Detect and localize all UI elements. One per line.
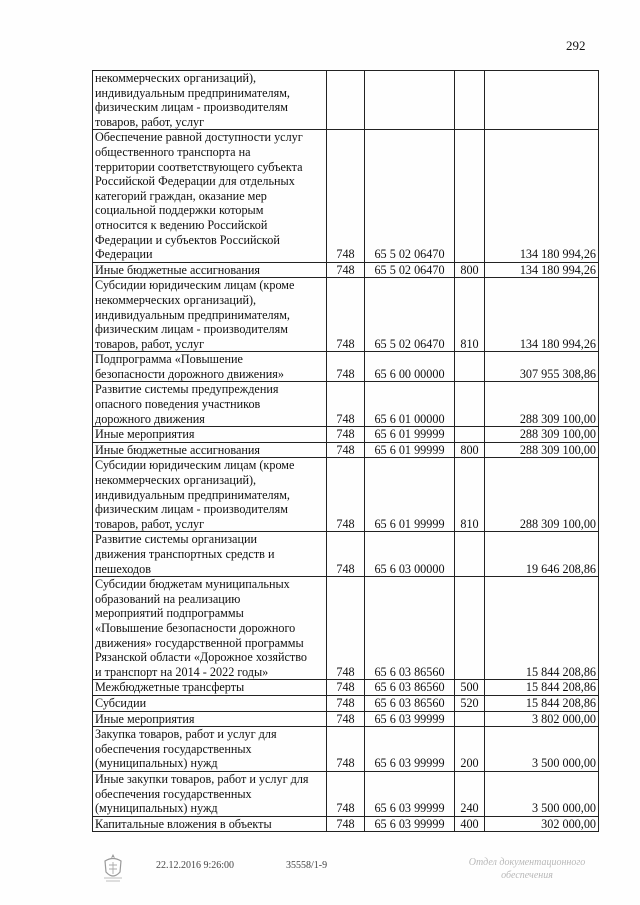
amount-cell: 3 500 000,00 <box>485 727 599 772</box>
table-row <box>93 711 599 727</box>
csr-code-cell: 65 6 03 86560 <box>365 577 455 680</box>
amount-cell: 134 180 994,26 <box>485 278 599 352</box>
footer-doc-number: 35558/1-9 <box>286 860 328 871</box>
amount-cell: 19 646 208,86 <box>485 532 599 577</box>
vr-code-cell <box>455 352 485 382</box>
csr-code-cell: 65 6 03 99999 <box>365 816 455 832</box>
name-cell: Субсидии юридическим лицам (кроме некоммерческих организаций), индивидуальным предпринимателям, физическим лицам - производителям товаров, работ, услуг <box>93 458 327 532</box>
name-cell: Развитие системы организации движения транспортных средств и пешеходов <box>93 532 327 577</box>
grbs-cell: 748 <box>327 532 365 577</box>
vr-code-cell: 800 <box>455 442 485 458</box>
name-cell: Иные закупки товаров, работ и услуг для обеспечения государственных (муниципальных) нужд <box>93 771 327 816</box>
vr-code-cell: 520 <box>455 695 485 711</box>
page-number: 292 <box>566 38 586 53</box>
vr-code-cell <box>455 382 485 427</box>
grbs-cell: 748 <box>327 278 365 352</box>
amount-cell: 134 180 994,26 <box>485 130 599 262</box>
table-row <box>93 816 599 832</box>
table-row <box>93 262 599 278</box>
amount-cell: 302 000,00 <box>485 816 599 832</box>
grbs-cell: 748 <box>327 458 365 532</box>
grbs-cell: 748 <box>327 695 365 711</box>
name-cell: Субсидии <box>93 695 327 711</box>
grbs-cell: 748 <box>327 382 365 427</box>
csr-code-cell: 65 6 03 86560 <box>365 695 455 711</box>
amount-cell: 307 955 308,86 <box>485 352 599 382</box>
csr-code-cell <box>365 71 455 130</box>
table-row <box>93 130 599 262</box>
table-row <box>93 442 599 458</box>
csr-code-cell: 65 6 03 99999 <box>365 727 455 772</box>
csr-code-cell: 65 6 03 86560 <box>365 680 455 696</box>
amount-cell: 134 180 994,26 <box>485 262 599 278</box>
table-row <box>93 727 599 772</box>
table-row <box>93 771 599 816</box>
vr-code-cell <box>455 532 485 577</box>
vr-code-cell: 800 <box>455 262 485 278</box>
vr-code-cell <box>455 577 485 680</box>
grbs-cell: 748 <box>327 427 365 443</box>
coat-of-arms-icon <box>100 852 126 884</box>
amount-cell: 15 844 208,86 <box>485 695 599 711</box>
grbs-cell: 748 <box>327 352 365 382</box>
table-row <box>93 382 599 427</box>
csr-code-cell: 65 6 03 99999 <box>365 771 455 816</box>
amount-cell: 288 309 100,00 <box>485 442 599 458</box>
name-cell: Подпрограмма «Повышение безопасности дорожного движения» <box>93 352 327 382</box>
name-cell: Капитальные вложения в объекты <box>93 816 327 832</box>
csr-code-cell: 65 6 00 00000 <box>365 352 455 382</box>
grbs-cell: 748 <box>327 816 365 832</box>
office-stamp: Отдел документационного обеспечения <box>468 857 586 881</box>
vr-code-cell: 500 <box>455 680 485 696</box>
vr-code-cell: 810 <box>455 458 485 532</box>
name-cell: некоммерческих организаций), индивидуальным предпринимателям, физическим лицам - производителям товаров, работ, услуг <box>93 71 327 130</box>
budget-table <box>92 70 599 832</box>
name-cell: Закупка товаров, работ и услуг для обеспечения государственных (муниципальных) нужд <box>93 727 327 772</box>
name-cell: Иные мероприятия <box>93 711 327 727</box>
amount-cell <box>485 71 599 130</box>
grbs-cell: 748 <box>327 130 365 262</box>
grbs-cell: 748 <box>327 711 365 727</box>
amount-cell: 288 309 100,00 <box>485 458 599 532</box>
name-cell: Иные мероприятия <box>93 427 327 443</box>
vr-code-cell <box>455 71 485 130</box>
amount-cell: 3 500 000,00 <box>485 771 599 816</box>
amount-cell: 15 844 208,86 <box>485 680 599 696</box>
table-row <box>93 71 599 130</box>
table-row <box>93 680 599 696</box>
amount-cell: 288 309 100,00 <box>485 382 599 427</box>
table-row <box>93 458 599 532</box>
name-cell: Развитие системы предупреждения опасного поведения участников дорожного движения <box>93 382 327 427</box>
name-cell: Межбюджетные трансферты <box>93 680 327 696</box>
grbs-cell: 748 <box>327 771 365 816</box>
vr-code-cell <box>455 427 485 443</box>
name-cell: Обеспечение равной доступности услуг общественного транспорта на территории соответствующего субъекта Российской Федерации для отдельных категорий граждан, оказание мер социальной поддержки которым относится к ведению Российской Федерации и субъектов Российской Федерации <box>93 130 327 262</box>
vr-code-cell <box>455 711 485 727</box>
csr-code-cell: 65 6 01 99999 <box>365 442 455 458</box>
grbs-cell: 748 <box>327 262 365 278</box>
grbs-cell: 748 <box>327 680 365 696</box>
table-row <box>93 577 599 680</box>
name-cell: Иные бюджетные ассигнования <box>93 442 327 458</box>
amount-cell: 3 802 000,00 <box>485 711 599 727</box>
csr-code-cell: 65 6 03 00000 <box>365 532 455 577</box>
amount-cell: 288 309 100,00 <box>485 427 599 443</box>
table-row <box>93 427 599 443</box>
name-cell: Иные бюджетные ассигнования <box>93 262 327 278</box>
csr-code-cell: 65 5 02 06470 <box>365 130 455 262</box>
grbs-cell: 748 <box>327 442 365 458</box>
table-body <box>93 71 599 832</box>
table-row <box>93 352 599 382</box>
footer-timestamp: 22.12.2016 9:26:00 <box>156 860 235 871</box>
vr-code-cell: 200 <box>455 727 485 772</box>
vr-code-cell: 400 <box>455 816 485 832</box>
table-row <box>93 278 599 352</box>
csr-code-cell: 65 6 03 99999 <box>365 711 455 727</box>
name-cell: Субсидии бюджетам муниципальных образований на реализацию мероприятий подпрограммы «Повышение безопасности дорожного движения» государственной программы Рязанской области «Дорожное хозяйство и транспорт на 2014 - 2022 годы» <box>93 577 327 680</box>
vr-code-cell: 240 <box>455 771 485 816</box>
footer <box>0 856 640 896</box>
csr-code-cell: 65 6 01 99999 <box>365 427 455 443</box>
table-row <box>93 695 599 711</box>
amount-cell: 15 844 208,86 <box>485 577 599 680</box>
csr-code-cell: 65 6 01 00000 <box>365 382 455 427</box>
csr-code-cell: 65 6 01 99999 <box>365 458 455 532</box>
grbs-cell: 748 <box>327 727 365 772</box>
table-row <box>93 532 599 577</box>
csr-code-cell: 65 5 02 06470 <box>365 278 455 352</box>
grbs-cell <box>327 71 365 130</box>
grbs-cell: 748 <box>327 577 365 680</box>
name-cell: Субсидии юридическим лицам (кроме некоммерческих организаций), индивидуальным предпринимателям, физическим лицам - производителям товаров, работ, услуг <box>93 278 327 352</box>
csr-code-cell: 65 5 02 06470 <box>365 262 455 278</box>
vr-code-cell <box>455 130 485 262</box>
vr-code-cell: 810 <box>455 278 485 352</box>
